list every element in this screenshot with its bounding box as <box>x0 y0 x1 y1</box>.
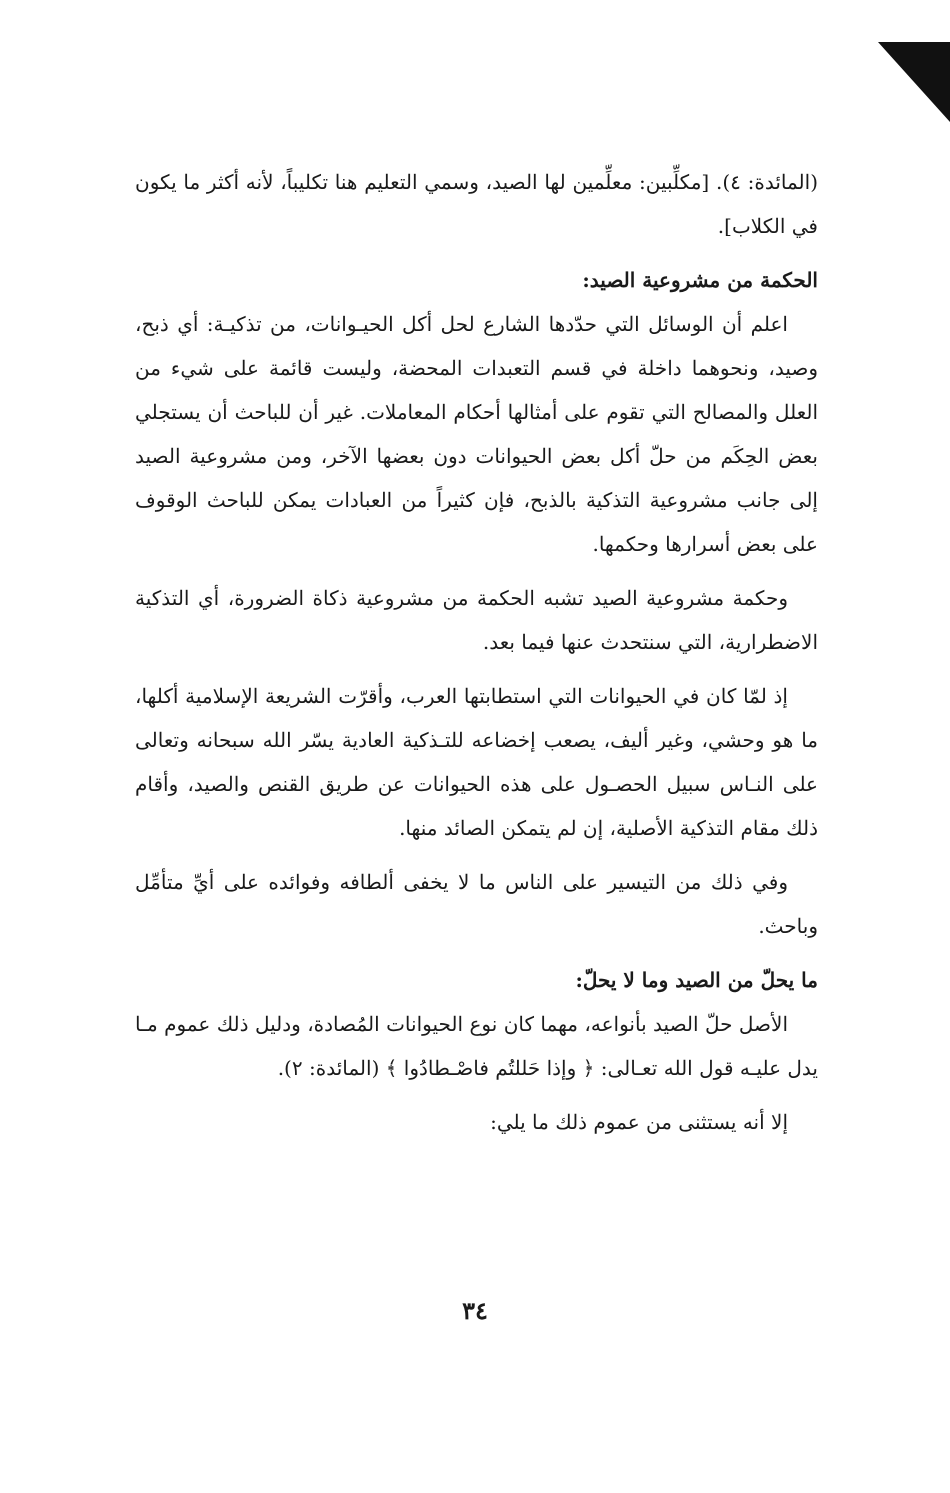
paragraph-wisdom-necessity: وحكمة مشروعية الصيد تشبه الحكمة من مشروعية ذكاة الضرورة، أي التذكية الاضطرارية، التي سنتحدث عنها فيما بعد. <box>135 586 818 654</box>
page-number: ٣٤ <box>462 1296 488 1325</box>
paragraph-continuation: (المائدة: ٤). [مكلِّبين: معلِّمين لها الصيد، وسمي التعليم هنا تكليباً، لأنه أكثر ما يكون في الكلاب]. <box>135 170 818 238</box>
paragraph-ease: وفي ذلك من التيسير على الناس ما لا يخفى ألطافه وفوائده على أيِّ متأمِّل وباحث. <box>135 870 818 938</box>
section-heading-permitted: ما يحلّ من الصيد وما لا يحلّ: <box>575 968 818 992</box>
page-body <box>135 160 818 1144</box>
paragraph-permitted-principle: الأصل حلّ الصيد بأنواعه، مهما كان نوع الحيوانات المُصادة، ودليل ذلك عموم مـا يدل عليـه قول الله تعـالى: ﴿ وإذا حَللتُم فاصْـطادُوا ﴾ (المائدة: ٢). <box>135 1012 818 1080</box>
paragraph-exceptions: إلا أنه يستثنى من عموم ذلك ما يلي: <box>490 1110 788 1134</box>
section-heading-wisdom: الحكمة من مشروعية الصيد: <box>582 268 818 292</box>
corner-marker <box>878 42 950 122</box>
paragraph-wisdom-intro: اعلم أن الوسائل التي حدّدها الشارع لحل أكل الحيـوانات، من تذكيـة: أي ذبح، وصيد، ونحوهما داخلة في قسم التعبدات المحضة، وليست قائمة على شيء من العلل والمصالح التي تقوم على أمثالها أحكام المعاملات. غير أن للباحث أن يستجلي بعض الحِكَم من حلّ أكل بعض الحيوانات دون بعضها الآخر، ومن مشروعية الصيد إلى جانب مشروعية التذكية بالذبح، فإن كثيراً من العبادات يمكن للباحث الوقوف على بعض أسرارها وحكمها. <box>135 312 818 556</box>
paragraph-wild-animals: إذ لمّا كان في الحيوانات التي استطابتها العرب، وأقرّت الشريعة الإسلامية أكلها، ما هو وحشي، وغير أليف، يصعب إخضاعه للتـذكية العادية يسّر الله سبحانه وتعالى على النـاس سبيل الحصـول على هذه الحيوانات عن طريق القنص والصيد، وأقام ذلك مقام التذكية الأصلية، إن لم يتمكن الصائد منها. <box>135 684 818 840</box>
